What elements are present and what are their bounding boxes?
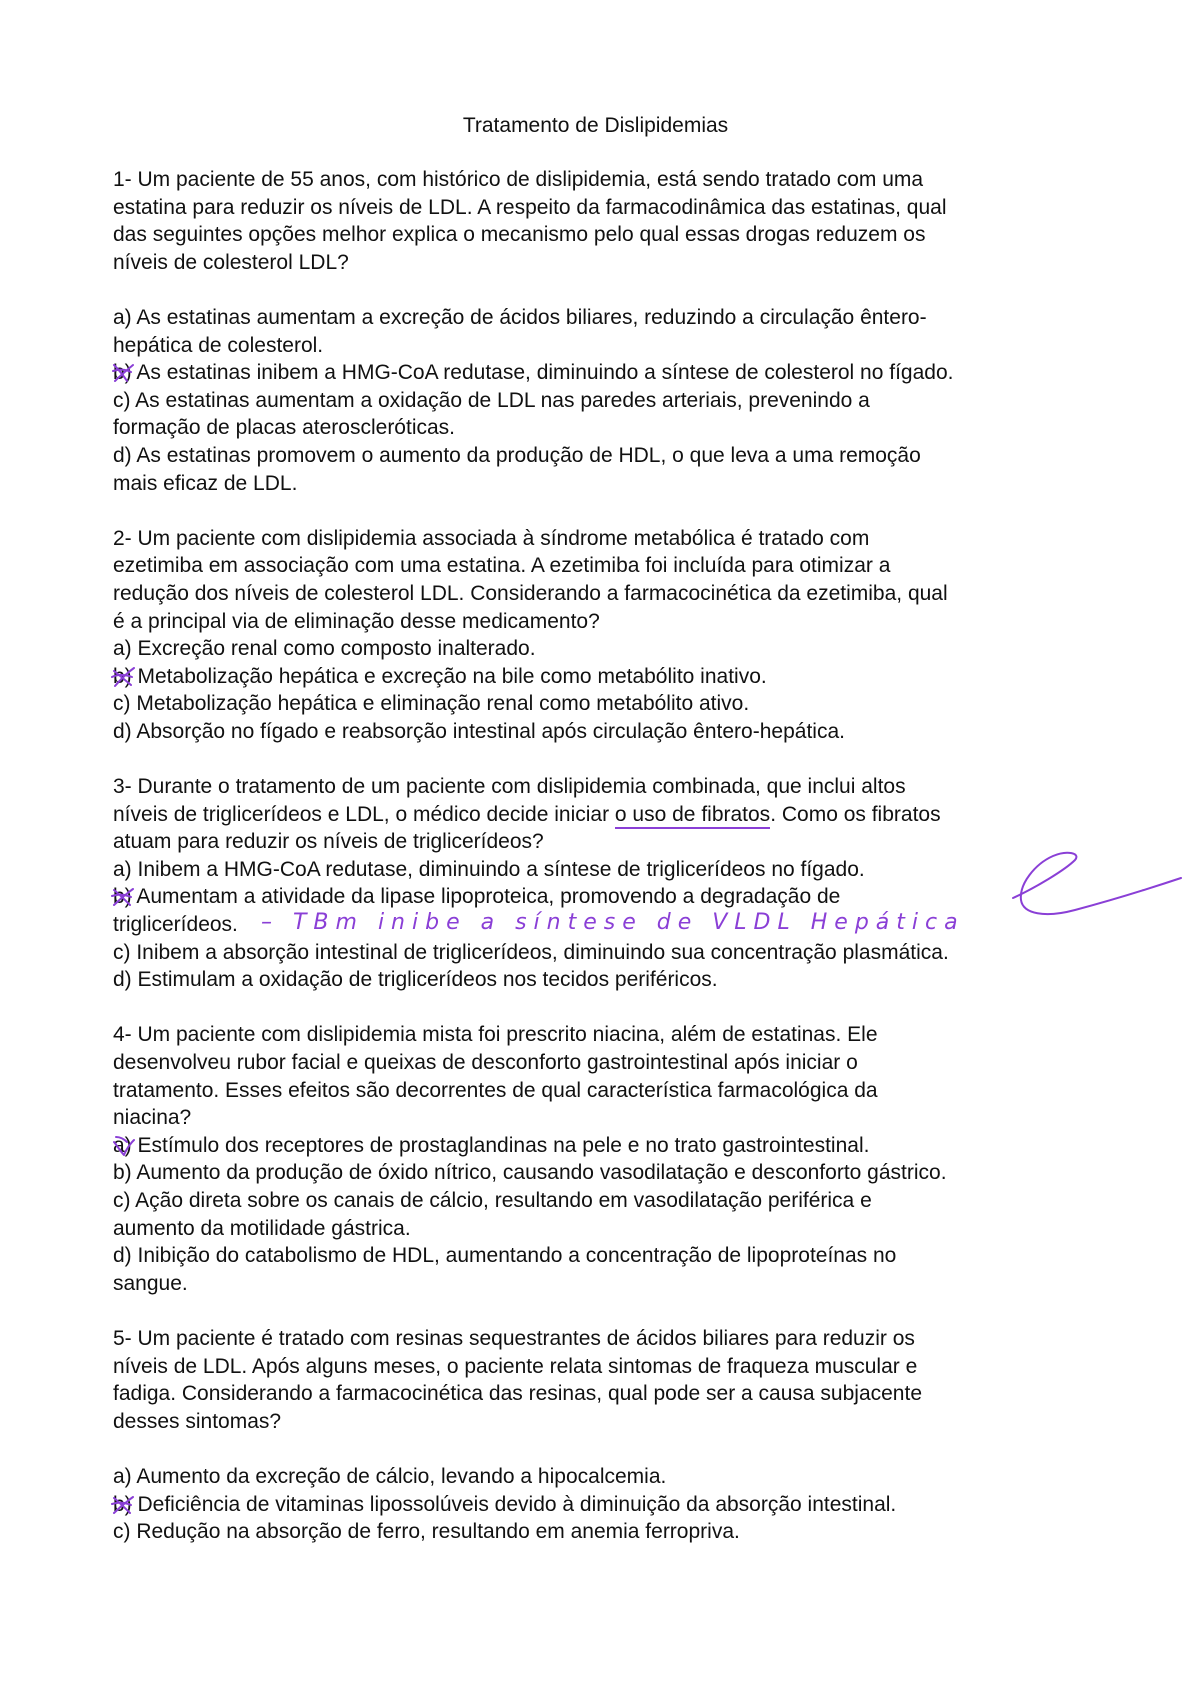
question-3-option-c bbox=[113, 939, 1113, 967]
question-2-option-a bbox=[113, 635, 1113, 663]
option-text: a) Excreção renal como composto inalterado. bbox=[113, 637, 536, 661]
question-3-option-a bbox=[113, 856, 1113, 884]
question-4-option-d bbox=[113, 1242, 1113, 1297]
question-1-option-d bbox=[113, 442, 1113, 497]
question-1-stem-line: estatina para reduzir os níveis de LDL. A respeito da farmacodinâmica das estatinas, qual bbox=[113, 195, 947, 219]
stem-text: níveis de triglicerídeos e LDL, o médico decide iniciar bbox=[113, 802, 615, 826]
option-text: d) Inibição do catabolismo de HDL, aumentando a concentração de lipoproteínas no bbox=[113, 1244, 897, 1268]
option-text: c) Metabolização hepática e eliminação renal como metabólito ativo. bbox=[113, 692, 750, 716]
question-4-stem-line: tratamento. Esses efeitos são decorrentes de qual característica farmacológica da bbox=[113, 1078, 878, 1102]
stem-text: . Como os fibratos bbox=[770, 802, 941, 826]
question-4-stem-line: 4- Um paciente com dislipidemia mista foi prescrito niacina, além de estatinas. Ele bbox=[113, 1023, 878, 1047]
option-text: mais eficaz de LDL. bbox=[113, 471, 298, 495]
question-2-option-b bbox=[113, 663, 1113, 691]
question-1-stem-line: 1- Um paciente de 55 anos, com histórico de dislipidemia, está sendo tratado com uma bbox=[113, 168, 924, 191]
question-4-option-b bbox=[113, 1159, 1113, 1187]
option-text: formação de placas ateroscleróticas. bbox=[113, 416, 455, 440]
option-text: b) Aumentam a atividade da lipase lipoproteica, promovendo a degradação de bbox=[113, 885, 841, 909]
option-text: aumento da motilidade gástrica. bbox=[113, 1216, 411, 1240]
question-5-option-c bbox=[113, 1518, 1113, 1546]
option-text: a) Estímulo dos receptores de prostaglandinas na pele e no trato gastrointestinal. bbox=[113, 1133, 870, 1157]
question-3-stem-line: atuam para reduzir os níveis de triglicerídeos? bbox=[113, 830, 544, 854]
option-text: b) As estatinas inibem a HMG-CoA redutase, diminuindo a síntese de colesterol no fígado. bbox=[113, 361, 954, 385]
option-text: c) Inibem a absorção intestinal de triglicerídeos, diminuindo sua concentração plasmática. bbox=[113, 940, 949, 964]
option-text: c) Redução na absorção de ferro, resultando em anemia ferropriva. bbox=[113, 1520, 740, 1544]
question-1-option-a bbox=[113, 304, 1113, 359]
option-text: d) As estatinas promovem o aumento da produção de HDL, o que leva a uma remoção bbox=[113, 443, 921, 467]
option-text: sangue. bbox=[113, 1271, 188, 1295]
option-text: c) Ação direta sobre os canais de cálcio, resultando em vasodilatação periférica e bbox=[113, 1188, 872, 1212]
question-5-option-a bbox=[113, 1463, 1113, 1491]
option-text: d) Absorção no fígado e reabsorção intestinal após circulação êntero-hepática. bbox=[113, 719, 845, 743]
option-text: hepática de colesterol. bbox=[113, 333, 324, 357]
question-5-stem-line: fadiga. Considerando a farmacocinética das resinas, qual pode ser a causa subjacente bbox=[113, 1382, 923, 1406]
question-4-option-c bbox=[113, 1187, 1113, 1242]
question-4-stem-line: niacina? bbox=[113, 1106, 192, 1130]
question-5-option-b bbox=[113, 1491, 1113, 1519]
option-text: a) Inibem a HMG-CoA redutase, diminuindo a síntese de triglicerídeos no fígado. bbox=[113, 857, 865, 881]
question-4-option-a bbox=[113, 1132, 1113, 1160]
option-text: a) Aumento da excreção de cálcio, levando a hipocalcemia. bbox=[113, 1464, 667, 1488]
question-1-stem-line: das seguintes opções melhor explica o mecanismo pelo qual essas drogas reduzem os bbox=[113, 223, 926, 247]
option-text: b) Aumento da produção de óxido nítrico, causando vasodilatação e desconforto gástrico. bbox=[113, 1161, 947, 1185]
question-2-stem-line: ezetimiba em associação com uma estatina. A ezetimiba foi incluída para otimizar a bbox=[113, 554, 891, 578]
page-title: Tratamento de Dislipidemias bbox=[462, 114, 729, 137]
document-body bbox=[113, 166, 1113, 1546]
question-5-stem-line: desses sintomas? bbox=[113, 1409, 282, 1433]
question-2-option-d bbox=[113, 718, 1113, 746]
question-2 bbox=[113, 525, 1113, 746]
option-text: d) Estimulam a oxidação de triglicerídeos nos tecidos periféricos. bbox=[113, 968, 718, 992]
question-4 bbox=[113, 1021, 1113, 1297]
underlined-phrase: o uso de fibratos bbox=[615, 803, 770, 829]
option-text: triglicerídeos. bbox=[113, 913, 238, 937]
question-1-option-b bbox=[113, 359, 1113, 387]
question-2-stem-line: é a principal via de eliminação desse medicamento? bbox=[113, 609, 600, 633]
question-3 bbox=[113, 773, 1113, 994]
question-5 bbox=[113, 1325, 1113, 1546]
question-4-stem-line: desenvolveu rubor facial e queixas de desconforto gastrointestinal após iniciar o bbox=[113, 1051, 858, 1074]
option-text: c) As estatinas aumentam a oxidação de LDL nas paredes arteriais, prevenindo a bbox=[113, 388, 870, 412]
question-2-option-c bbox=[113, 690, 1113, 718]
question-1 bbox=[113, 166, 1113, 497]
option-text: b) Deficiência de vitaminas lipossolúveis devido à diminuição da absorção intestinal. bbox=[113, 1492, 897, 1516]
option-text: b) Metabolização hepática e excreção na bile como metabólito inativo. bbox=[113, 664, 767, 688]
question-5-stem-line: níveis de LDL. Após alguns meses, o paciente relata sintomas de fraqueza muscular e bbox=[113, 1354, 918, 1378]
question-3-option-b bbox=[113, 883, 1113, 938]
question-1-option-c bbox=[113, 387, 1113, 442]
question-2-stem-line: 2- Um paciente com dislipidemia associada à síndrome metabólica é tratado com bbox=[113, 526, 870, 550]
question-2-stem-line: redução dos níveis de colesterol LDL. Considerando a farmacocinética da ezetimiba, qual bbox=[113, 581, 948, 605]
question-3-stem-line: 3- Durante o tratamento de um paciente com dislipidemia combinada, que inclui altos bbox=[113, 775, 906, 799]
question-3-option-d bbox=[113, 966, 1113, 994]
question-5-stem-line: 5- Um paciente é tratado com resinas sequestrantes de ácidos biliares para reduzir os bbox=[113, 1326, 915, 1350]
question-1-stem-line: níveis de colesterol LDL? bbox=[113, 250, 349, 274]
question-3-stem-line bbox=[113, 801, 1113, 829]
option-text: a) As estatinas aumentam a excreção de ácidos biliares, reduzindo a circulação êntero- bbox=[113, 305, 927, 329]
handwritten-note: – TBm inibe a síntese de VLDL Hepática bbox=[261, 910, 965, 936]
